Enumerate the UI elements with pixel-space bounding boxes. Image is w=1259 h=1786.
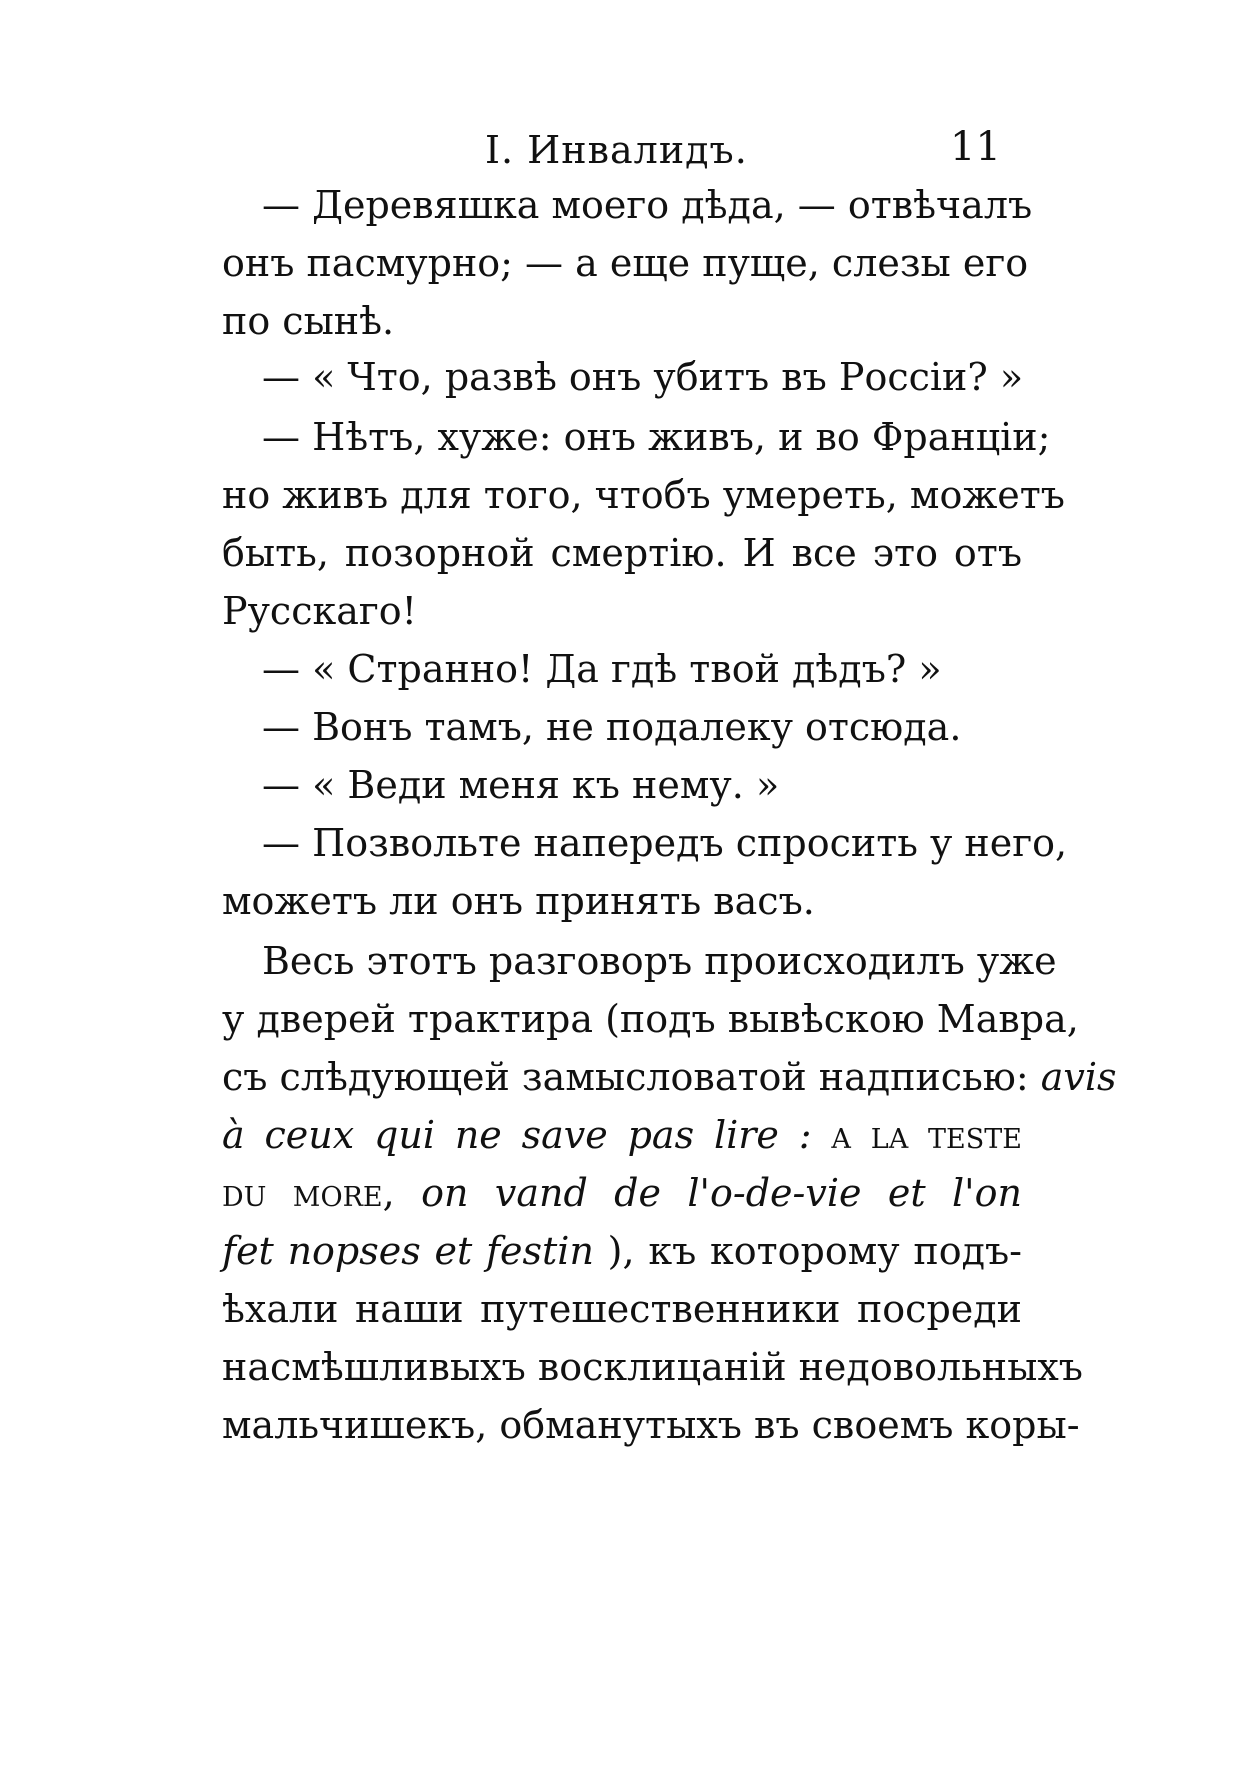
text-line <box>222 1110 1022 1160</box>
french-italic-text: à ceux qui ne save pas lire : <box>222 1113 812 1157</box>
text-segment: ), къ которому подъ- <box>607 1229 1022 1273</box>
text-line: — « Странно! Да гдѣ твой дѣдъ? » <box>262 647 942 691</box>
text-line <box>222 1226 1022 1276</box>
text-line: — Вонъ тамъ, не подалеку отсюда. <box>262 705 962 749</box>
text-line: онъ пасмурно; — а еще пуще, слезы его <box>222 241 1029 285</box>
text-line: у дверей трактира (подъ вывѣскою Мавра, <box>222 997 1079 1041</box>
text-line: — Позвольте напередъ спросить у него, <box>262 821 1068 865</box>
text-line: Весь этотъ разговоръ происходилъ уже <box>262 939 1057 983</box>
text-line: — Деревяшка моего дѣда, — отвѣчалъ <box>262 183 1033 227</box>
running-title: I. Инвалидъ. <box>485 128 748 172</box>
french-smallcaps-text: du more, <box>222 1171 395 1215</box>
text-line: — « Что, развѣ онъ убитъ въ Россіи? » <box>262 355 1024 399</box>
text-line <box>222 1052 1117 1102</box>
french-smallcaps-text: a la teste <box>831 1113 1022 1157</box>
text-line: можетъ ли онъ принять васъ. <box>222 879 815 923</box>
text-line: — Нѣтъ, хуже: онъ живъ, и во Франціи; <box>262 415 1051 459</box>
page-number: 11 <box>950 124 1001 170</box>
text-segment: съ слѣдующей замысловатой надписью: <box>222 1055 1029 1099</box>
text-line: быть, позорной смертію. И все это отъ <box>222 531 1022 575</box>
french-italic-text: avis <box>1040 1055 1117 1099</box>
french-italic-text: on vand de l'o-de-vie et l'on <box>421 1171 1022 1215</box>
text-line: по сынѣ. <box>222 299 395 343</box>
text-line: Русскаго! <box>222 589 417 633</box>
text-line: мальчишекъ, обманутыхъ въ своемъ коры- <box>222 1403 1080 1447</box>
text-line: но живъ для того, чтобъ умереть, можетъ <box>222 473 1065 517</box>
text-line: насмѣшливыхъ восклицаній недовольныхъ <box>222 1345 1083 1389</box>
french-italic-text: fet nopses et festin <box>222 1229 594 1273</box>
text-line <box>222 1168 1022 1218</box>
text-line: ѣхали наши путешественники посреди <box>222 1287 1022 1331</box>
text-line: — « Веди меня къ нему. » <box>262 763 780 807</box>
